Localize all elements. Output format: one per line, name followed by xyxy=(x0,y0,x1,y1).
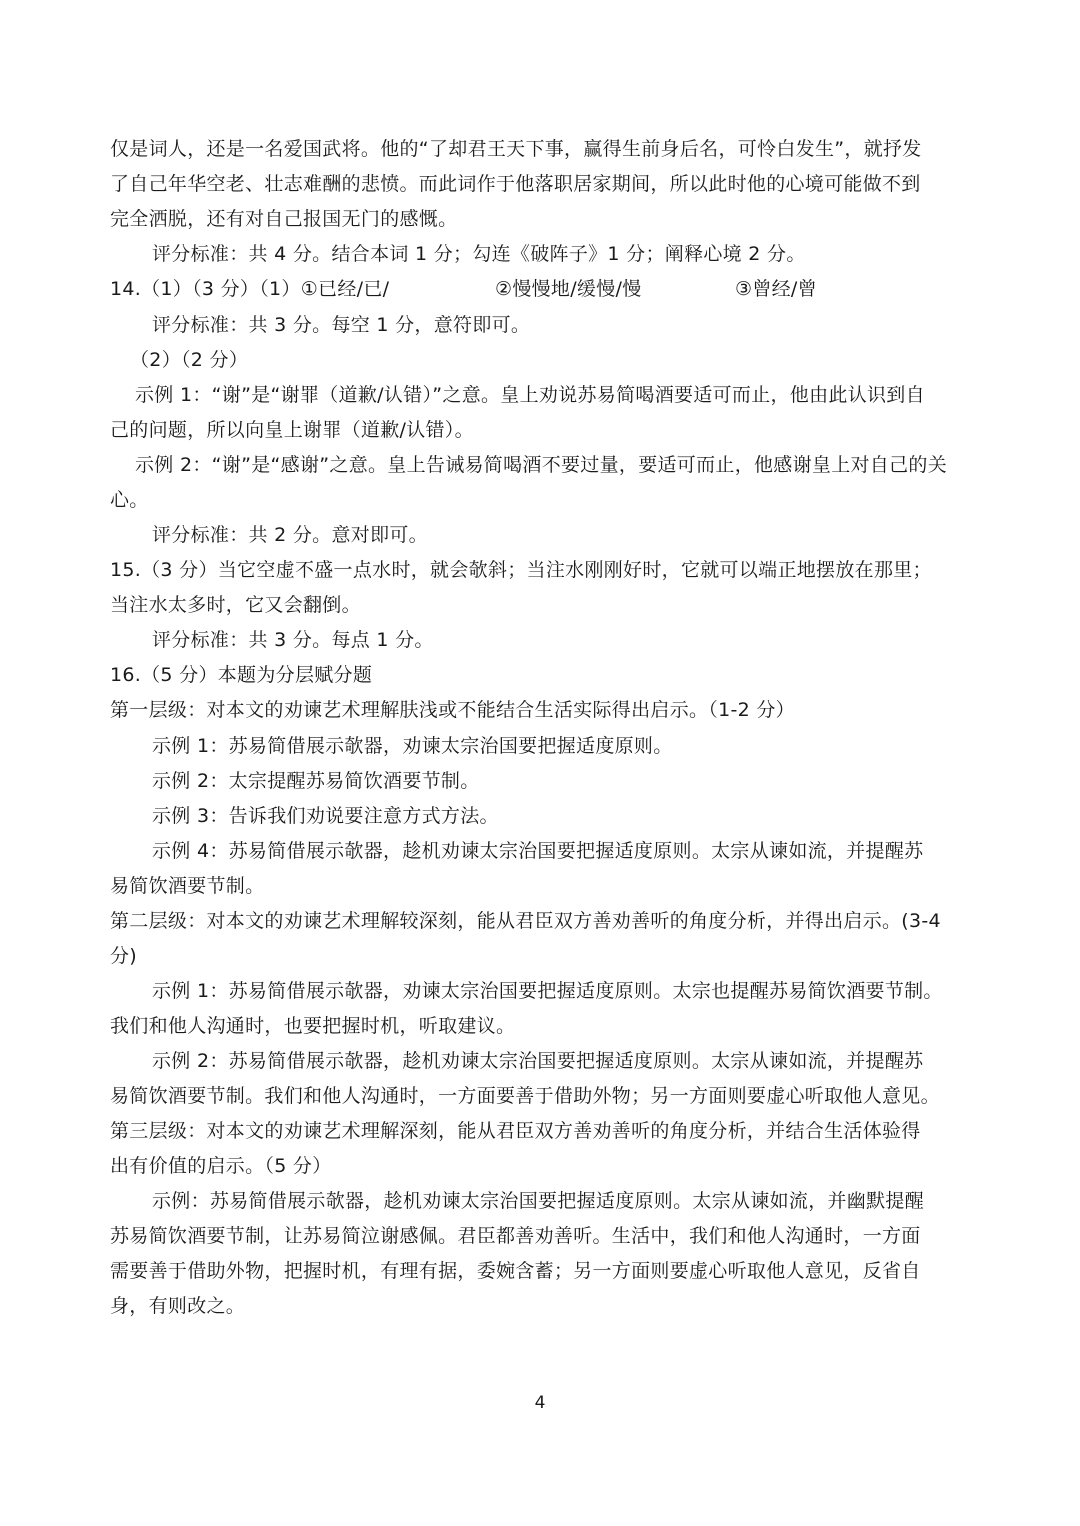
q14-answer-3: ③曾经/曾 xyxy=(735,278,817,300)
example-line: 示例 2：太宗提醒苏易简饮酒要节制。 xyxy=(152,770,480,792)
text-line: 当注水太多时，它又会翻倒。 xyxy=(110,594,361,616)
scoring-standard: 评分标准：共 3 分。每空 1 分，意符即可。 xyxy=(152,314,531,336)
question-14-answer xyxy=(110,277,980,301)
text-line: 易简饮酒要节制。我们和他人沟通时，一方面要善于借助外物；另一方面则要虚心听取他人意见。 xyxy=(110,1085,940,1107)
example-line: 示例 2：“谢”是“感谢”之意。皇上告诫易简喝酒不要过量，要适可而止，他感谢皇上对自己的关 xyxy=(135,454,948,476)
example-line: 示例 3：告诉我们劝说要注意方式方法。 xyxy=(152,805,499,827)
level-3-heading: 第三层级：对本文的劝谏艺术理解深刻，能从君臣双方善劝善听的角度分析，并结合生活体验得 xyxy=(110,1120,921,1142)
text-line: 分) xyxy=(110,945,138,967)
text-line: 身，有则改之。 xyxy=(110,1295,246,1317)
example-line: 示例：苏易简借展示欹器，趁机劝谏太宗治国要把握适度原则。太宗从谏如流，并幽默提醒 xyxy=(152,1190,925,1212)
text-line: 我们和他人沟通时，也要把握时机，听取建议。 xyxy=(110,1015,516,1037)
page-number: 4 xyxy=(534,1393,546,1413)
text-line: 易简饮酒要节制。 xyxy=(110,875,265,897)
text-line: 了自己年华空老、壮志难酬的悲愤。而此词作于他落职居家期间，所以此时他的心境可能做不到 xyxy=(110,173,921,195)
example-line: 示例 1：苏易简借展示欹器，劝谏太宗治国要把握适度原则。 xyxy=(152,735,673,757)
text-line: 完全洒脱，还有对自己报国无门的感慨。 xyxy=(110,208,458,230)
scoring-standard: 评分标准：共 2 分。意对即可。 xyxy=(152,524,428,546)
level-2-heading: 第二层级：对本文的劝谏艺术理解较深刻，能从君臣双方善劝善听的角度分析，并得出启示。(3-4 xyxy=(110,910,941,932)
text-line: 需要善于借助外物，把握时机，有理有据，委婉含蓄；另一方面则要虚心听取他人意见，反省自 xyxy=(110,1260,921,1282)
q14-head: 14.（1）（3 分）（1）①已经/已/ xyxy=(110,278,390,300)
question-15-answer: 15.（3 分）当它空虚不盛一点水时，就会欹斜；当注水刚刚好时，它就可以端正地摆放在那里； xyxy=(110,559,932,581)
text-line: 心。 xyxy=(110,489,149,511)
example-line: 示例 1：“谢”是“谢罪（道歉/认错）”之意。皇上劝说苏易简喝酒要适可而止，他由此认识到自 xyxy=(135,384,925,406)
example-line: 示例 4：苏易简借展示欹器，趁机劝谏太宗治国要把握适度原则。太宗从谏如流，并提醒苏 xyxy=(152,840,924,862)
scoring-standard: 评分标准：共 3 分。每点 1 分。 xyxy=(152,629,434,651)
scoring-standard: 评分标准：共 4 分。结合本词 1 分；勾连《破阵子》1 分；阐释心境 2 分。 xyxy=(152,243,806,265)
sub-question-label: （2）（2 分） xyxy=(130,349,249,371)
text-line: 仅是词人，还是一名爱国武将。他的“了却君王天下事，赢得生前身后名，可怜白发生”，就抒发 xyxy=(110,138,922,160)
example-line: 示例 1：苏易简借展示欹器，劝谏太宗治国要把握适度原则。太宗也提醒苏易简饮酒要节制。 xyxy=(152,980,943,1002)
level-1-heading: 第一层级：对本文的劝谏艺术理解肤浅或不能结合生活实际得出启示。（1-2 分） xyxy=(110,699,795,721)
q14-answer-2: ②慢慢地/缓慢/慢 xyxy=(495,278,642,300)
text-line: 己的问题，所以向皇上谢罪（道歉/认错）。 xyxy=(110,419,474,441)
text-line: 苏易简饮酒要节制，让苏易简泣谢感佩。君臣都善劝善听。生活中，我们和他人沟通时，一方面 xyxy=(110,1225,921,1247)
question-16-heading: 16.（5 分）本题为分层赋分题 xyxy=(110,664,373,686)
text-line: 出有价值的启示。（5 分） xyxy=(110,1155,332,1177)
example-line: 示例 2：苏易简借展示欹器，趁机劝谏太宗治国要把握适度原则。太宗从谏如流，并提醒苏 xyxy=(152,1050,924,1072)
